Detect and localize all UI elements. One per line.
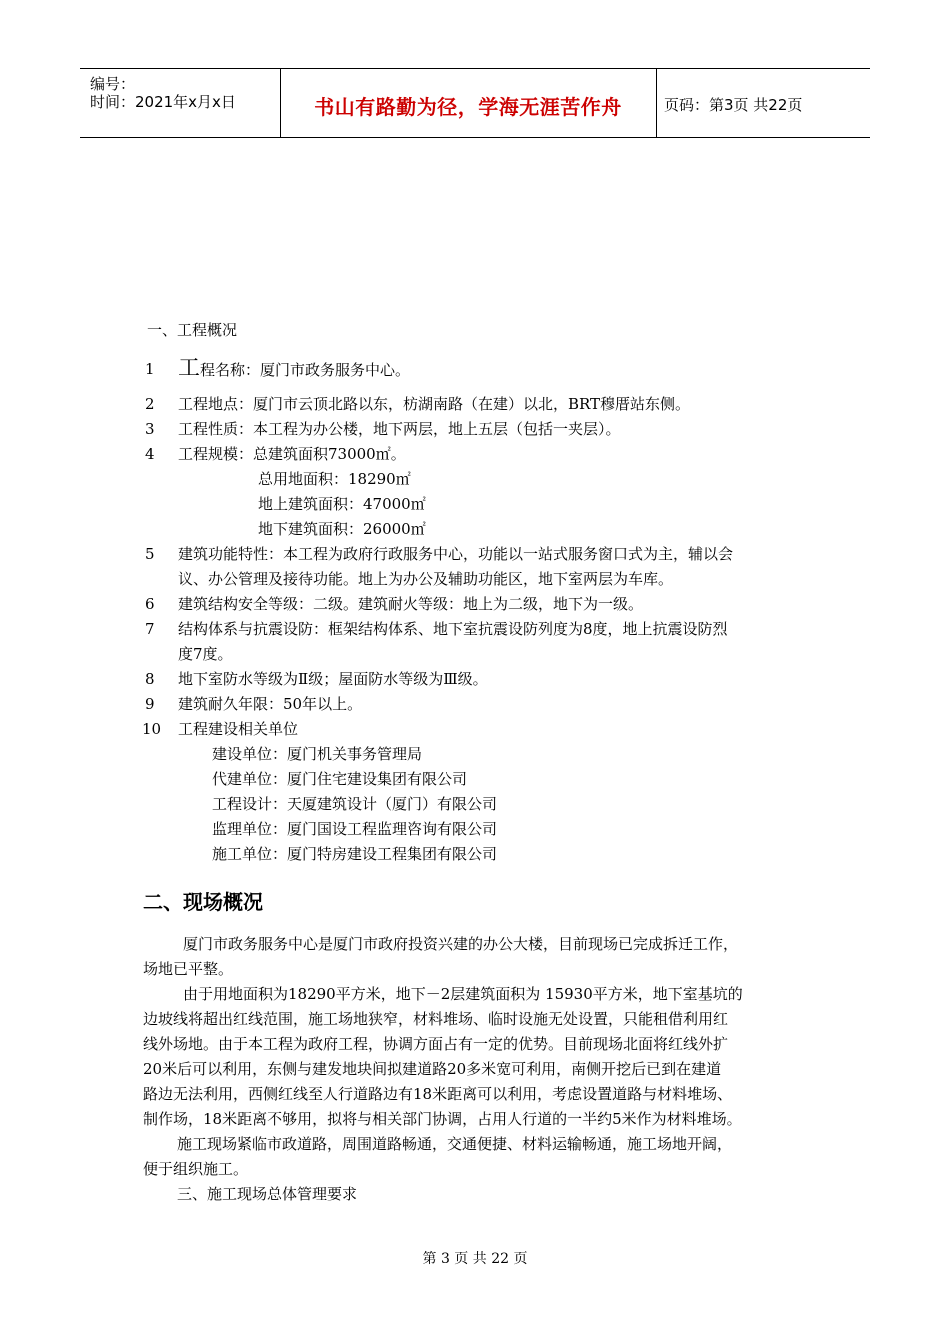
- header-motto-cell: [280, 69, 657, 137]
- section3-title: 三、施工现场总体管理要求: [177, 1185, 358, 1203]
- s2-para-line: 20米后可以利用，东侧与建发地块间拟建道路20多米宽可利用，南侧开挖后已到在建道: [143, 1060, 722, 1078]
- item-7-text: 结构体系与抗震设防：框架结构体系、地下室抗震设防列度为8度，地上抗震设防烈: [178, 620, 728, 638]
- item-10-num: 10: [142, 720, 162, 738]
- s2-para-line: 由于用地面积为18290平方米，地下－2层建筑面积为 15930平方米，地下室基坑的: [183, 985, 743, 1003]
- page-header: [80, 68, 870, 138]
- unit-supervision: 监理单位：厦门国设工程监理咨询有限公司: [212, 820, 498, 838]
- item-8-num: 8: [145, 670, 155, 688]
- s2-para-line: 施工现场紧临市政道路，周围道路畅通，交通便捷、材料运输畅通，施工场地开阔，: [177, 1135, 733, 1153]
- item-8-text: 地下室防水等级为Ⅱ级；屋面防水等级为Ⅲ级。: [178, 670, 488, 688]
- item-2-text: 工程地点：厦门市云顶北路以东，枋湖南路（在建）以北，BRT穆厝站东侧。: [178, 395, 691, 413]
- s2-para-line: 线外场地。由于本工程为政府工程，协调方面占有一定的优势。目前现场北面将红线外扩: [143, 1035, 729, 1053]
- motto: 书山有路勤为径，学海无涯苦作舟: [314, 95, 622, 119]
- section2-title: 二、现场概况: [143, 890, 263, 914]
- section1-title: 一、工程概况: [147, 321, 238, 339]
- item-7-text-cont: 度7度。: [178, 645, 233, 663]
- item-4-text: 工程规模：总建筑面积73000㎡。: [178, 445, 406, 463]
- item-1-first-char: 工: [178, 356, 201, 381]
- item-9-num: 9: [145, 695, 155, 713]
- item-4-underground-area: 地下建筑面积：26000㎡: [258, 520, 426, 538]
- s2-para-line: 路边无法利用，西侧红线至人行道路边有18米距离可以利用，考虑设置道路与材料堆场、: [143, 1085, 733, 1103]
- header-page-cell: [656, 69, 870, 137]
- unit-construction: 建设单位：厦门机关事务管理局: [212, 745, 423, 763]
- item-7-num: 7: [145, 620, 155, 638]
- item-9-text: 建筑耐久年限：50年以上。: [178, 695, 363, 713]
- unit-design: 工程设计：天厦建筑设计（厦门）有限公司: [212, 795, 498, 813]
- item-5-num: 5: [145, 545, 155, 563]
- item-1-text: [178, 356, 411, 381]
- header-meta-cell: [80, 69, 281, 137]
- item-4-land-area: 总用地面积：18290㎡: [258, 470, 411, 488]
- s2-para-line: 制作场，18米距离不够用，拟将与相关部门协调，占用人行道的一半约5米作为材料堆场。: [143, 1110, 742, 1128]
- s2-para-line: 场地已平整。: [143, 960, 234, 978]
- s2-para-line: 便于组织施工。: [143, 1160, 249, 1178]
- serial-label: 编号：: [90, 75, 136, 93]
- item-5-text-cont: 议、办公管理及接待功能。地上为办公及辅助功能区，地下室两层为车库。: [178, 570, 674, 588]
- item-1-num: 1: [145, 360, 155, 378]
- item-4-num: 4: [145, 445, 155, 463]
- s2-para-line: 厦门市政务服务中心是厦门市政府投资兴建的办公大楼，目前现场已完成拆迁工作，: [183, 935, 739, 953]
- date-label: 时间：2021年x月x日: [90, 93, 236, 111]
- item-3-text: 工程性质：本工程为办公楼，地下两层，地上五层（包括一夹层）。: [178, 420, 621, 438]
- item-6-text: 建筑结构安全等级：二级。建筑耐火等级：地上为二级，地下为一级。: [178, 595, 644, 613]
- item-1-rest: 程名称：厦门市政务服务中心。: [200, 361, 411, 379]
- item-10-text: 工程建设相关单位: [178, 720, 299, 738]
- item-4-above-ground-area: 地上建筑面积：47000㎡: [258, 495, 426, 513]
- page-code: 页码：第3页 共22页: [664, 96, 803, 114]
- s2-para-line: 边坡线将超出红线范围，施工场地狭窄，材料堆场、临时设施无处设置，只能租借利用红: [143, 1010, 729, 1028]
- item-5-text: 建筑功能特性：本工程为政府行政服务中心，功能以一站式服务窗口式为主，辅以会: [178, 545, 734, 563]
- unit-agent: 代建单位：厦门住宅建设集团有限公司: [212, 770, 468, 788]
- page-footer: 第 3 页 共 22 页: [422, 1251, 528, 1267]
- unit-contractor: 施工单位：厦门特房建设工程集团有限公司: [212, 845, 498, 863]
- item-3-num: 3: [145, 420, 155, 438]
- item-2-num: 2: [145, 395, 155, 413]
- item-6-num: 6: [145, 595, 155, 613]
